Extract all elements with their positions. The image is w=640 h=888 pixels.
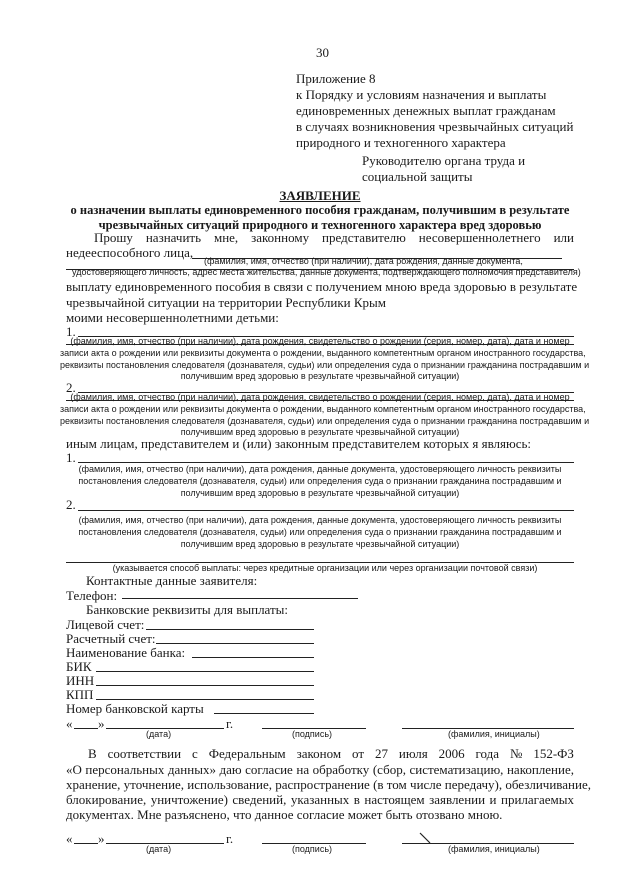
addressee-line: Руководителю органа труда и [362, 153, 526, 168]
item-number: 2. [66, 380, 76, 395]
bank-heading: Банковские реквизиты для выплаты: [86, 602, 289, 617]
field-hint: (фамилия, имя, отчество (при наличии), дата рождения, свидетельство о рождении (серия, номер, дата), дата и номер [70, 392, 570, 402]
signature-caption: (подпись) [292, 844, 333, 854]
word: № [509, 746, 523, 761]
consent-line-5: документах. Мне разъяснено, что данное согласие может быть отозвано мною. [66, 807, 503, 822]
contacts-heading: Контактные данные заявителя: [86, 573, 258, 588]
request-line-5: моими несовершеннолетними детьми: [66, 310, 279, 325]
consent-line-2: «О персональных данных» даю согласие на обработку (сбор, систематизацию, накопление, [66, 762, 574, 777]
date-caption: (дата) [146, 844, 172, 854]
addressee-line: социальной защиты [362, 169, 473, 184]
pen-stroke-mark [418, 832, 432, 844]
field-hint: (фамилия, имя, отчество (при наличии), дата рождения, данные документа, удостоверяющего личность реквизиты [78, 515, 562, 525]
inn-field[interactable] [96, 685, 314, 686]
appendix-line: к Порядку и условиям назначения и выплаты [296, 87, 547, 102]
field-hint: (фамилия, имя, отчество (при наличии), дата рождения, данные документа, удостоверяющего личность реквизиты [78, 464, 562, 474]
field-hint: удостоверяющего личность, адрес места жительства, данные документа, подтверждающего полномочия представителя) [72, 267, 581, 277]
request-line-3: выплату единовременного пособия в связи с получением мною вреда здоровью в результате [66, 279, 578, 294]
fill-line[interactable] [78, 510, 574, 511]
field-hint: (фамилия, имя, отчество (при наличии), дата рождения, данные документа, [204, 256, 523, 266]
word: с [191, 746, 198, 761]
bank-field-label: БИК [66, 659, 92, 674]
item-number: 1. [66, 450, 76, 465]
consent-line-3: хранение, уточнение, использование, распространение (в том числе передачу), обезличивание, [66, 777, 591, 792]
word: В [88, 746, 97, 761]
bank-field-label: Лицевой счет: [66, 617, 145, 632]
day-field[interactable] [74, 843, 98, 844]
request-line-2: недееспособного лица, [66, 245, 194, 260]
word: законному [251, 230, 310, 245]
word: 2006 [438, 746, 465, 761]
field-hint: реквизиты постановления следователя (дознавателя, судьи) или определения суда о признании гражданина пострадавшим и [60, 416, 590, 426]
bank-name-field[interactable] [192, 657, 314, 658]
card-number-field[interactable] [214, 713, 314, 714]
field-hint: записи акта о рождении или реквизиты документа о рождении, выданного компетентным органом иностранного государства, [60, 348, 586, 358]
word: назначить [145, 230, 202, 245]
word: мне, [213, 230, 239, 245]
bank-field-label: Расчетный счет: [66, 631, 156, 646]
consent-line-4: блокирование, уничтожение) сведений, указанных в настоящем заявлении и прилагаемых [66, 792, 574, 807]
item-number: 1. [66, 324, 76, 339]
bik-field[interactable] [96, 671, 314, 672]
page-number: 30 [316, 45, 329, 60]
signature-caption: (подпись) [292, 729, 333, 739]
personal-account-field[interactable] [146, 629, 314, 630]
request-line-1 [94, 230, 574, 245]
settlement-account-field[interactable] [156, 643, 314, 644]
word: Федеральным [208, 746, 286, 761]
field-hint: получившим вред здоровью в результате чрезвычайной ситуации) [180, 371, 460, 381]
day-field[interactable] [74, 728, 98, 729]
field-hint: получившим вред здоровью в результате чрезвычайной ситуации) [180, 427, 460, 437]
name-caption: (фамилия, инициалы) [448, 729, 540, 739]
word: законом [296, 746, 342, 761]
document-subtitle: чрезвычайных ситуаций природного и техногенного характера вред здоровью [98, 218, 542, 232]
document-subtitle: о назначении выплаты единовременного пособия гражданам, получившим в результате [70, 203, 570, 217]
date-quote-close: » [98, 716, 105, 731]
appendix-line: единовременных денежных выплат гражданам [296, 103, 556, 118]
word: соответствии [107, 746, 182, 761]
field-hint: постановления следователя (дознавателя, судьи) или определения суда о признании гражданина пострадавшим и [78, 527, 562, 537]
date-quote-close: » [98, 831, 105, 846]
item-number: 2. [66, 497, 76, 512]
name-caption: (фамилия, инициалы) [448, 844, 540, 854]
field-hint: (фамилия, имя, отчество (при наличии), дата рождения, свидетельство о рождении (серия, номер, дата), дата и номер [70, 336, 570, 346]
others-heading: иным лицам, представителем и (или) законным представителем которых я являюсь: [66, 436, 532, 451]
appendix-line: Приложение 8 [296, 71, 376, 86]
request-line-4: чрезвычайной ситуации на территории Республики Крым [66, 295, 387, 310]
kpp-field[interactable] [96, 699, 314, 700]
word: представителю [322, 230, 406, 245]
word: несовершеннолетнего [418, 230, 541, 245]
consent-line-1 [88, 746, 574, 761]
word: от [352, 746, 365, 761]
appendix-line: в случаях возникновения чрезвычайных ситуаций [296, 119, 574, 134]
word: или [553, 230, 574, 245]
field-hint: (указывается способ выплаты: через кредитные организации или через организации почтовой связи) [112, 563, 538, 573]
bank-field-label: ИНН [66, 673, 95, 688]
document-title: ЗАЯВЛЕНИЕ [279, 188, 361, 203]
bank-field-label: Номер банковской карты [66, 701, 204, 716]
field-hint: реквизиты постановления следователя (дознавателя, судьи) или определения суда о признании гражданина пострадавшим и [60, 360, 590, 370]
bank-field-label: КПП [66, 687, 94, 702]
bank-field-label: Наименование банка: [66, 645, 186, 660]
date-quote-open: « [66, 831, 73, 846]
phone-field[interactable] [122, 598, 358, 599]
year-suffix: г. [226, 831, 234, 846]
field-hint: получившим вред здоровью в результате чрезвычайной ситуации) [180, 488, 460, 498]
appendix-line: природного и техногенного характера [296, 135, 506, 150]
word: года [475, 746, 500, 761]
word: 152-ФЗ [533, 746, 574, 761]
field-hint: получившим вред здоровью в результате чрезвычайной ситуации) [180, 539, 460, 549]
date-caption: (дата) [146, 729, 172, 739]
word: июля [398, 746, 428, 761]
field-hint: записи акта о рождении или реквизиты документа о рождении, выданного компетентным органом иностранного государства, [60, 404, 586, 414]
word: 27 [374, 746, 388, 761]
year-suffix: г. [226, 716, 234, 731]
phone-label: Телефон: [66, 588, 118, 603]
field-hint: постановления следователя (дознавателя, судьи) или определения суда о признании гражданина пострадавшим и [78, 476, 562, 486]
date-quote-open: « [66, 716, 73, 731]
word: Прошу [94, 230, 133, 245]
